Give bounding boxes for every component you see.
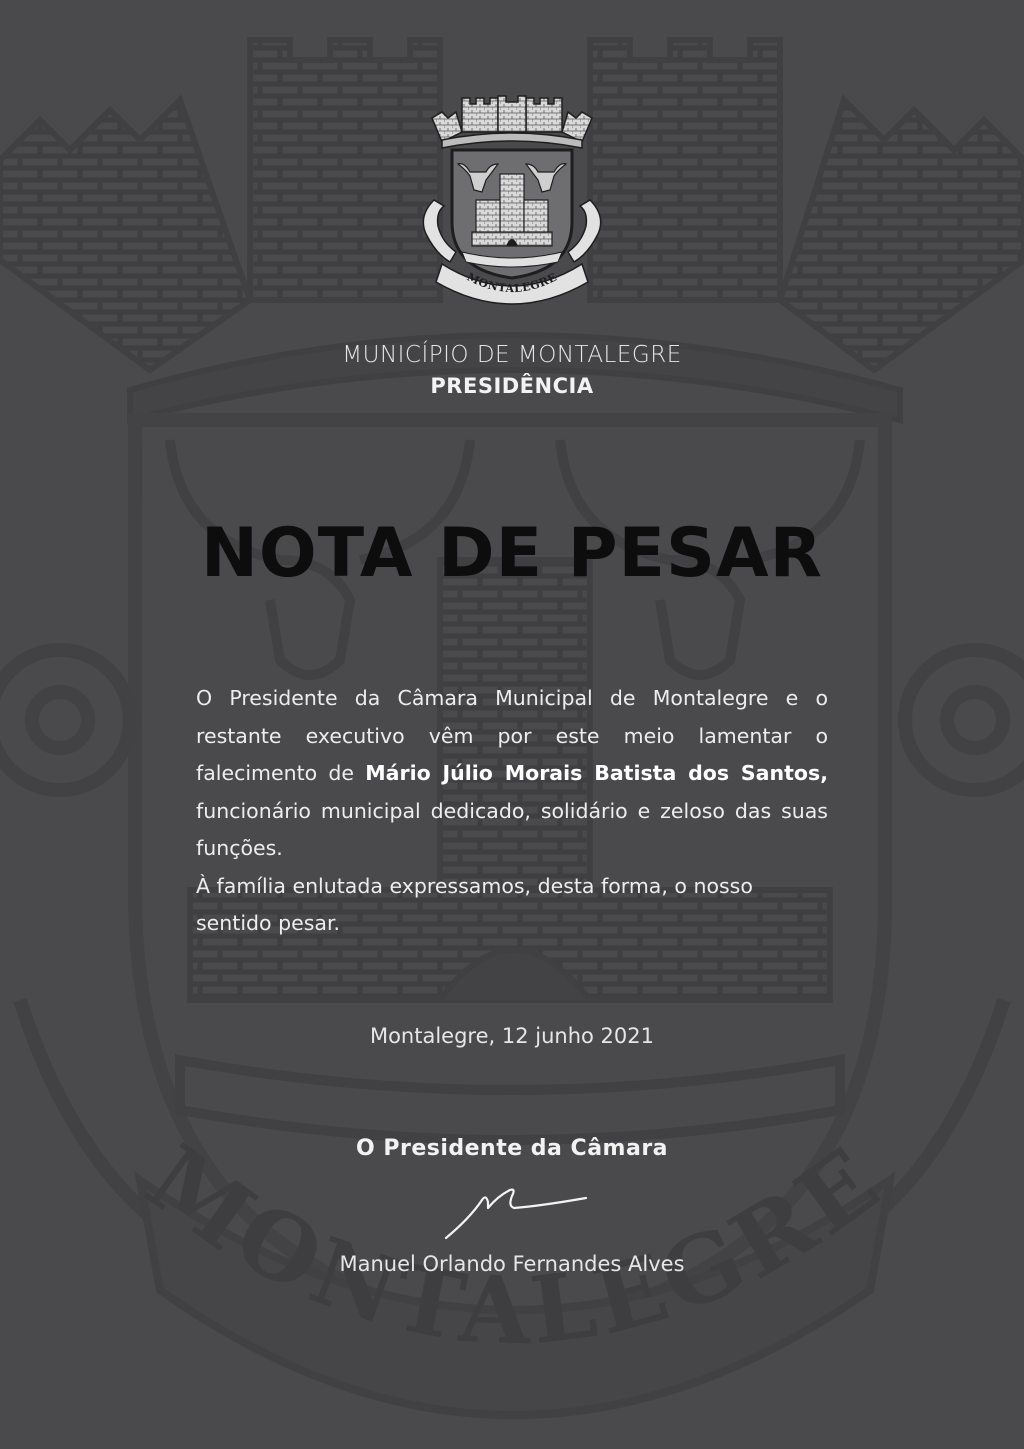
date-line: Montalegre, 12 junho 2021 (369, 1024, 655, 1048)
organization-name: MUNICÍPIO DE MONTALEGRE (342, 342, 682, 368)
watermark-motto-text: MONTALEGRE (127, 1124, 903, 1366)
department-name: PRESIDÊNCIA (430, 374, 594, 398)
message-paragraph (196, 680, 828, 868)
signatory-name: Manuel Orlando Fernandes Alves (339, 1252, 685, 1276)
condolence-message (196, 680, 828, 943)
deceased-name: Mário Júlio Morais Batista dos Santos, (365, 761, 828, 785)
emblem-motto-text: MONTALEGRE (464, 270, 560, 296)
document-title: NOTA DE PESAR (201, 514, 823, 593)
message-closing: À família enlutada expressamos, desta forma, o nosso sentido pesar. (196, 873, 753, 935)
handwritten-signature (440, 1184, 590, 1244)
signatory-role: O Presidente da Câmara (355, 1136, 669, 1161)
message-intro: O Presidente da Câmara Municipal de Montalegre e o restante executivo vêm por este meio lamentar o falecimento de (196, 686, 828, 785)
coat-of-arms-emblem (412, 92, 612, 314)
message-continuation: funcionário municipal dedicado, solidário e zeloso das suas funções. (196, 798, 828, 860)
